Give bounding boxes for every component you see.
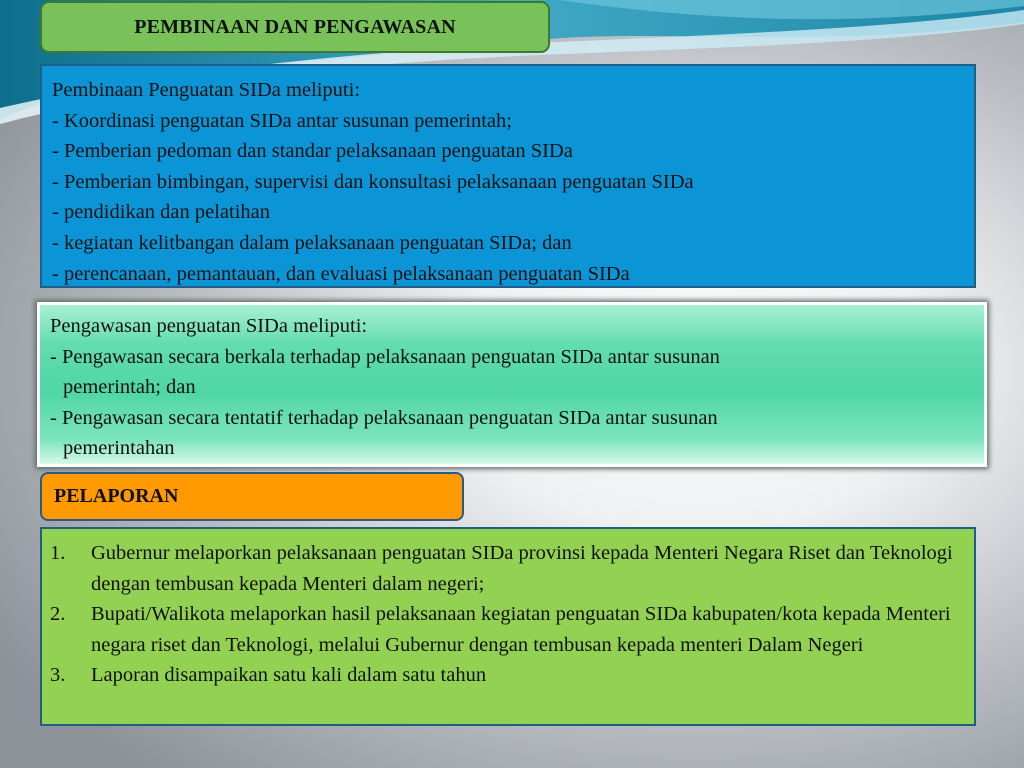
pembinaan-box — [40, 64, 976, 288]
list-item-number: 2. — [50, 603, 66, 626]
list-item-text: Bupati/Walikota melaporkan hasil pelaksanaan kegiatan penguatan SIDa kabupaten/kota kepada Menteri negara riset dan Teknologi, melalui Gubernur dengan tembusan kepada menteri Dalam Negeri — [91, 603, 951, 656]
pembinaan-intro: Pembinaan Penguatan SIDa meliputi: — [52, 79, 361, 101]
pengawasan-intro: Pengawasan penguatan SIDa meliputi: — [50, 315, 368, 337]
pelaporan-heading: PELAPORAN — [54, 485, 179, 507]
pelaporan-heading-box — [40, 472, 464, 521]
pembinaan-item: - pendidikan dan pelatihan — [52, 201, 271, 224]
pembinaan-item: - perencanaan, pemantauan, dan evaluasi pelaksanaan penguatan SIDa — [52, 262, 630, 285]
pembinaan-item: - kegiatan kelitbangan dalam pelaksanaan penguatan SIDa; dan — [52, 231, 572, 254]
pengawasan-item-1-continued: pemerintah; dan — [63, 376, 196, 398]
list-item — [50, 538, 964, 599]
pembinaan-item: - Koordinasi penguatan SIDa antar susunan pemerintah; — [52, 109, 512, 132]
page-title: PEMBINAAN DAN PENGAWASAN — [134, 15, 456, 38]
pengawasan-box — [40, 305, 984, 464]
list-item-text: Laporan disampaikan satu kali dalam satu tahun — [91, 664, 487, 687]
pelaporan-box — [40, 527, 976, 726]
list-item-text: Gubernur melaporkan pelaksanaan penguatan SIDa provinsi kepada Menteri Negara Riset dan Teknologi dengan tembusan kepada Menteri dalam negeri; — [91, 542, 953, 595]
pelaporan-list — [50, 538, 964, 691]
pembinaan-item: - Pemberian pedoman dan standar pelaksanaan penguatan SIDa — [52, 140, 573, 163]
list-item-number: 1. — [50, 542, 66, 564]
list-item — [50, 599, 964, 660]
title-banner — [40, 1, 550, 53]
pengawasan-item-1: - Pengawasan secara berkala terhadap pelaksanaan penguatan SIDa antar susunan — [50, 345, 720, 368]
pembinaan-item: - Pemberian bimbingan, supervisi dan konsultasi pelaksanaan penguatan SIDa — [52, 170, 694, 193]
list-item — [50, 660, 964, 691]
list-item-number: 3. — [50, 664, 66, 687]
pengawasan-item-2: - Pengawasan secara tentatif terhadap pelaksanaan penguatan SIDa antar susunan — [50, 406, 718, 429]
pengawasan-item-2-continued: pemerintahan — [63, 437, 175, 459]
